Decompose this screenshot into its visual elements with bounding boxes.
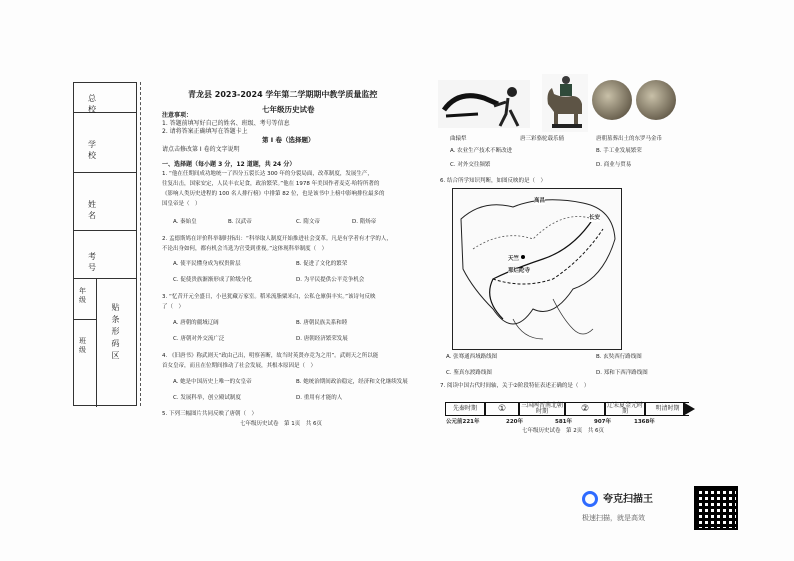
q4-stem-1: 4. 《旧唐书》称武则天“政由己出，明察善断，故当时英贤亦竞为之用”。武则天之所以能 <box>162 353 379 359</box>
q1-option-b[interactable]: B. 汉武帝 <box>228 219 252 225</box>
timeline-period-ming-qing: 明清时期 <box>645 402 689 416</box>
grade-class-column <box>74 279 97 407</box>
q7-stem: 7. 阅读中国古代时间轴，关于②阶段特征表述正确的是（ ） <box>440 383 590 389</box>
q5-option-a[interactable]: A. 农业生产技术不断改进 <box>450 148 513 154</box>
notice-line-2: 2. 请将答案正确填写在答题卡上 <box>162 128 248 135</box>
q2-option-b[interactable]: B. 促进了文化的繁荣 <box>296 261 348 267</box>
school-label: 学 校 <box>88 140 106 160</box>
timeline-year-1: 公元前221年 <box>446 419 480 425</box>
q4-option-d[interactable]: D. 重用有才能的人 <box>296 395 343 401</box>
timeline-period-pre-qin: 先秦时期 <box>445 402 485 416</box>
image-caption-camel: 唐三彩骆驼载乐俑 <box>520 136 565 142</box>
q6-option-a[interactable]: A. 张骞通西域路线图 <box>446 354 498 360</box>
timeline-year-5: 1368年 <box>634 419 655 425</box>
part1-note: 请点击修改第 I 卷的文字说明 <box>162 146 240 153</box>
scanner-brand: 夸克扫描王 <box>603 494 653 505</box>
q4-stem-2: 首女皇帝，而且在位期间推动了社会发展，其根本原因是（ ） <box>162 363 317 369</box>
roman-gold-coin-front <box>592 80 632 120</box>
timeline-arrow-icon <box>683 402 695 416</box>
qr-code-icon[interactable] <box>694 486 738 530</box>
map-label-changan: 长安 <box>589 215 601 221</box>
q4-option-c[interactable]: C. 发展科举，创立殿试制度 <box>173 395 241 401</box>
info-row-school <box>74 113 136 173</box>
seal-fold-line <box>140 82 141 406</box>
q6-option-b[interactable]: B. 玄奘西行路线图 <box>596 354 642 360</box>
timeline-year-2: 220年 <box>506 419 523 425</box>
history-timeline <box>445 402 695 416</box>
notice-line-1: 1. 答题前填写好自己的姓名、班级、考号等信息 <box>162 120 290 127</box>
q3-stem-2: 了（ ） <box>162 304 185 310</box>
grade-class-divider <box>74 319 96 320</box>
q3-option-a[interactable]: A. 唐朝的疆域辽阔 <box>173 320 219 326</box>
school-area-label: 总 校 <box>88 94 106 114</box>
image-caption-coin: 唐朝墓葬出土的东罗马金币 <box>596 136 663 142</box>
map-label-nalanda: 那烂陀寺 <box>508 268 531 274</box>
info-row-school-area <box>74 83 136 113</box>
q1-option-c[interactable]: C. 隋文帝 <box>296 219 320 225</box>
section-heading: 一、选择题（每小题 3 分，12 道题，共 24 分） <box>162 161 296 168</box>
image-caption-plow: 曲辕犁 <box>450 136 467 142</box>
q1-stem-1: 1. “他在任期间成功地统一了四分五裂长达 300 年的分裂局面，改革制度，发展生产， <box>162 171 373 177</box>
q5-option-d[interactable]: D. 商业与贸易 <box>596 162 632 168</box>
q1-option-a[interactable]: A. 秦始皇 <box>173 219 197 225</box>
timeline-period-liao-song: 辽宋夏金元时期 <box>606 402 643 415</box>
q6-stem: 6. 结合所学知识判断，如图反映的是（ ） <box>440 178 546 184</box>
tang-sancai-camel-image <box>542 74 588 132</box>
q5-stem: 5. 下列三幅图片共同反映了唐朝（ ） <box>162 411 257 417</box>
q1-stem-4: 国皇帝是（ ） <box>162 201 201 207</box>
class-label: 班级 <box>79 337 86 354</box>
scanner-slogan: 极速扫描，就是高效 <box>582 514 645 522</box>
route-map <box>452 188 622 350</box>
info-row-name <box>74 173 136 231</box>
timeline-period-three-kingdoms: 三国两晋南北朝时期 <box>520 402 563 415</box>
map-label-gaochang: 高昌 <box>534 198 546 204</box>
info-row-exam-no <box>74 231 136 279</box>
name-label: 姓 名 <box>88 200 106 220</box>
q6-option-d[interactable]: D. 郑和下西洋路线图 <box>596 370 648 376</box>
curved-plow-image <box>438 80 530 128</box>
roman-gold-coin-back <box>636 80 676 120</box>
timeline-period-1: ① <box>485 402 519 416</box>
q3-option-b[interactable]: B. 唐朝民族关系和睦 <box>296 320 348 326</box>
q5-option-b[interactable]: B. 手工业发展繁荣 <box>596 148 642 154</box>
q6-option-c[interactable]: C. 鉴真东渡路线图 <box>446 370 492 376</box>
q2-option-d[interactable]: D. 为平民提供公平竞争机会 <box>296 277 365 283</box>
grade-label: 年级 <box>79 287 86 304</box>
candidate-info-table <box>73 82 137 406</box>
footer-left: 七年级历史试卷 第 1页 共 6页 <box>240 421 322 427</box>
q5-option-c[interactable]: C. 对外交往频繁 <box>450 162 491 168</box>
q2-stem-2: 不论出身如何，都有机会当选为官受到重视。”这体现科举制度（ ） <box>162 246 328 252</box>
q3-stem-1: 3. “忆昔开元全盛日，小邑犹藏万家室。稻米流脂粟米白，公私仓廪俱丰实。”该诗句反映 <box>162 294 376 300</box>
subject-title: 七年级历史试卷 <box>262 105 315 114</box>
timeline-year-4: 907年 <box>594 419 611 425</box>
q1-option-d[interactable]: D. 隋炀帝 <box>352 219 377 225</box>
scanner-logo-icon <box>582 491 598 507</box>
q1-stem-2: 往复出击，国家安定，人民丰衣足食，政治繁荣。”他在 1978 年美国作者麦克·哈特所著的 <box>162 181 380 187</box>
q4-option-a[interactable]: A. 她是中国历史上唯一的女皇帝 <box>173 379 252 385</box>
map-label-tianzhu: 天竺 <box>508 256 520 262</box>
q4-option-b[interactable]: B. 她统治期间政治稳定，经济和文化继续发展 <box>296 379 408 385</box>
exam-title: 青龙县 2023-2024 学年第二学期期中教学质量监控 <box>188 90 378 99</box>
timeline-year-3: 581年 <box>555 419 572 425</box>
footer-right: 七年级历史试卷 第 2页 共 6页 <box>522 428 604 434</box>
q2-stem-1: 2. 孟德斯鸠在评价科举制时指出：“科举取人制度开始推进社会变革。凡是有学者有才学的人， <box>162 236 392 242</box>
q2-option-c[interactable]: C. 促使贵族渐渐形成了阶级分化 <box>173 277 252 283</box>
exam-no-label: 考 号 <box>88 252 106 272</box>
part1-title: 第 I 卷（选择题） <box>262 136 315 144</box>
info-row-grade-class <box>74 279 136 407</box>
barcode-area-label: 贴条形码区 <box>111 303 120 363</box>
q3-option-d[interactable]: D. 唐朝经济繁荣发展 <box>296 336 348 342</box>
notice-title: 注意事项： <box>162 112 193 119</box>
timeline-period-2: ② <box>565 402 605 416</box>
q2-option-a[interactable]: A. 使平民懂身成为权贵阶层 <box>173 261 241 267</box>
q3-option-c[interactable]: C. 唐朝对外交流广泛 <box>173 336 225 342</box>
q1-stem-3: 《影响人类历史进程的 100 名人排行榜》中排第 82 位，也是该书中上榜中影响排位最多的 <box>162 191 385 197</box>
